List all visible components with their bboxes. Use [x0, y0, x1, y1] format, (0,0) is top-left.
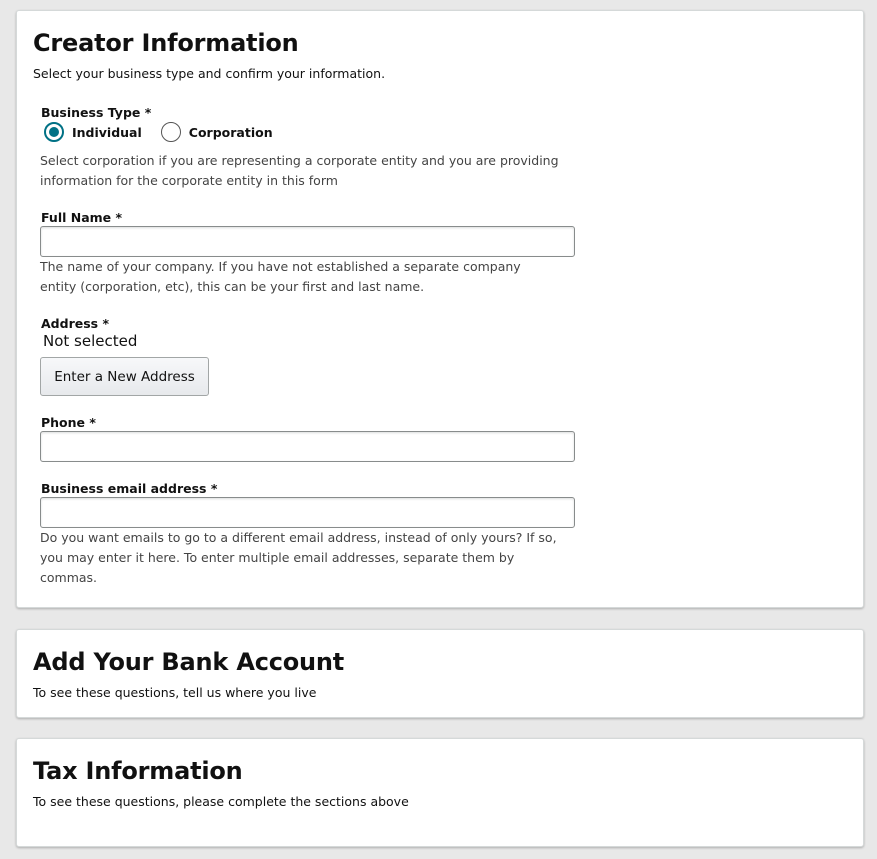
- tax-information-card: [16, 738, 864, 847]
- business-type-radio-group: [44, 122, 273, 142]
- tax-information-title: Tax Information: [33, 757, 243, 785]
- radio-corporation[interactable]: [161, 122, 273, 142]
- enter-new-address-button[interactable]: Enter a New Address: [40, 357, 209, 396]
- bank-account-title: Add Your Bank Account: [33, 648, 345, 676]
- phone-label: Phone *: [41, 415, 96, 430]
- creator-information-card: [16, 10, 864, 608]
- business-email-input[interactable]: [40, 497, 575, 528]
- business-email-hint: Do you want emails to go to a different email address, instead of only yours? If so, you may enter it here. To enter multiple email addresses, separate them by commas.: [40, 530, 557, 585]
- radio-individual-checked-icon[interactable]: [44, 122, 64, 142]
- radio-corporation-unchecked-icon[interactable]: [161, 122, 181, 142]
- business-type-hint: Select corporation if you are representing a corporate entity and you are providing information for the corporate entity in this form: [40, 153, 559, 188]
- radio-individual[interactable]: [44, 122, 142, 142]
- address-label: Address *: [41, 316, 109, 331]
- bank-account-card: [16, 629, 864, 718]
- business-type-label: Business Type *: [41, 105, 152, 120]
- radio-corporation-label: Corporation: [188, 124, 273, 140]
- full-name-hint: The name of your company. If you have not established a separate company entity (corporation, etc), this can be your first and last name.: [40, 259, 521, 294]
- radio-individual-label: Individual: [72, 124, 142, 140]
- creator-information-title: Creator Information: [33, 29, 299, 57]
- business-email-label: Business email address *: [41, 481, 218, 496]
- full-name-input[interactable]: [40, 226, 575, 257]
- tax-information-subtitle: To see these questions, please complete the sections above: [33, 794, 409, 809]
- creator-information-subtitle: Select your business type and confirm your information.: [33, 66, 386, 81]
- bank-account-subtitle: To see these questions, tell us where you live: [33, 685, 317, 700]
- phone-input[interactable]: [40, 431, 575, 462]
- full-name-label: Full Name *: [41, 210, 123, 225]
- address-value: Not selected: [43, 332, 138, 350]
